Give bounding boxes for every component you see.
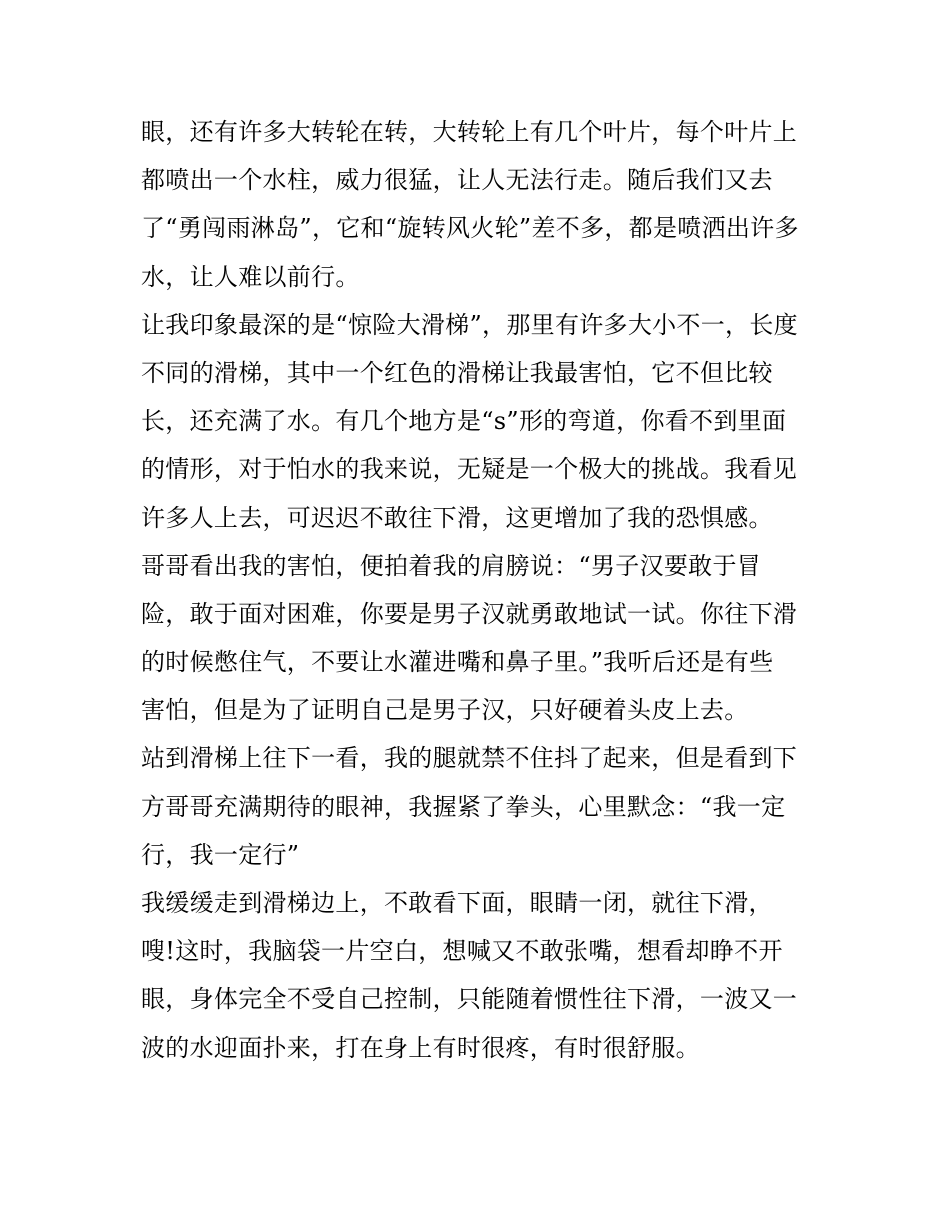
text-line-1: 眼，还有许多大转轮在转，大转轮上有几个叶片，每个叶片上	[141, 118, 798, 146]
text-line-4: 水，让人难以前行。	[141, 262, 360, 291]
text-line-19: 眼，身体完全不受自己控制，只能随着惯性往下滑，一波又一	[141, 985, 798, 1014]
text-line-9: 许多人上去，可迟迟不敢往下滑，这更增加了我的恐惧感。	[141, 503, 773, 532]
text-line-6: 不同的滑梯，其中一个红色的滑梯让我最害怕，它不但比较	[141, 358, 773, 387]
text-line-10: 哥哥看出我的害怕，便拍着我的肩膀说：“男子汉要敢于冒	[141, 551, 762, 580]
text-line-18: 嗖!这时，我脑袋一片空白，想喊又不敢张嘴，想看却睁不开	[141, 937, 783, 966]
text-line-3: 了“勇闯雨淋岛”，它和“旋转风火轮”差不多，都是喷洒出许多	[141, 214, 799, 243]
text-line-7: 长，还充满了水。有几个地方是“s”形的弯道，你看不到里面	[141, 407, 787, 436]
text-line-5: 让我印象最深的是“惊险大滑梯”，那里有许多大小不一，长度	[141, 310, 798, 339]
essay-text	[141, 108, 821, 1072]
text-line-8: 的情形，对于怕水的我来说，无疑是一个极大的挑战。我看见	[141, 455, 798, 484]
text-line-16: 行，我一定行”	[141, 840, 300, 869]
text-line-15: 方哥哥充满期待的眼神，我握紧了拳头，心里默念：“我一定	[141, 792, 786, 821]
text-line-20: 波的水迎面扑来，打在身上有时很疼，有时很舒服。	[141, 1033, 700, 1062]
text-line-12: 的时候憋住气，不要让水灌进嘴和鼻子里。”我听后还是有些	[141, 648, 774, 677]
text-line-17: 我缓缓走到滑梯边上，不敢看下面，眼睛一闭，就往下滑，	[141, 889, 773, 917]
text-line-2: 都喷出一个水柱，威力很猛，让人无法行走。随后我们又去	[141, 166, 773, 195]
text-line-11: 险，敢于面对困难，你要是男子汉就勇敢地试一试。你往下滑	[141, 599, 798, 628]
text-line-13: 害怕，但是为了证明自己是男子汉，只好硬着头皮上去。	[141, 696, 749, 725]
text-line-14: 站到滑梯上往下一看，我的腿就禁不住抖了起来，但是看到下	[141, 744, 798, 773]
